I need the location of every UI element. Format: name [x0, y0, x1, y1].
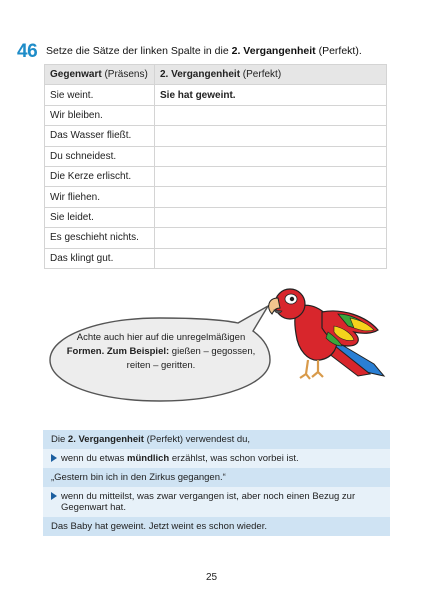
- table-row: [45, 126, 387, 146]
- parrot-illustration: [262, 284, 392, 394]
- info-bullet: wenn du etwas mündlich erzählst, was schon vorbei ist.: [43, 449, 390, 468]
- info-intro: Die 2. Vergangenheit (Perfekt) verwendest du,: [43, 430, 390, 449]
- perfect-answer-cell[interactable]: [155, 126, 387, 146]
- info-example: Das Baby hat geweint. Jetzt weint es schon wieder.: [43, 517, 390, 536]
- perfect-answer-cell: Sie hat geweint.: [155, 85, 387, 105]
- page-number: 25: [205, 572, 218, 583]
- exercise-number: 46: [17, 41, 38, 62]
- info-bullet: wenn du mitteilst, was zwar vergangen ist, aber noch einen Bezug zur Gegenwart hat.: [43, 487, 390, 517]
- bullet-triangle-icon: [51, 454, 57, 462]
- exercise-instruction: Setze die Sätze der linken Spalte in die 2. Vergangenheit (Perfekt).: [46, 45, 362, 57]
- table-row: [45, 85, 387, 105]
- perfect-answer-cell[interactable]: [155, 105, 387, 125]
- perfect-answer-cell[interactable]: [155, 228, 387, 248]
- present-cell: Wir bleiben.: [45, 105, 155, 125]
- perfect-answer-cell[interactable]: [155, 146, 387, 166]
- present-cell: Es geschieht nichts.: [45, 228, 155, 248]
- info-example: „Gestern bin ich in den Zirkus gegangen.“: [43, 468, 390, 487]
- exercise-table: [44, 64, 387, 269]
- present-cell: Sie weint.: [45, 85, 155, 105]
- table-row: [45, 248, 387, 268]
- present-cell: Wir fliehen.: [45, 187, 155, 207]
- table-row: [45, 105, 387, 125]
- perfect-answer-cell[interactable]: [155, 207, 387, 227]
- table-row: [45, 228, 387, 248]
- perfect-answer-cell[interactable]: [155, 248, 387, 268]
- column-header-perfect: 2. Vergangenheit (Perfekt): [155, 65, 387, 85]
- perfect-answer-cell[interactable]: [155, 187, 387, 207]
- perfect-answer-cell[interactable]: [155, 166, 387, 186]
- column-header-present: Gegenwart (Präsens): [45, 65, 155, 85]
- info-box: [43, 430, 390, 536]
- bullet-triangle-icon: [51, 492, 57, 500]
- present-cell: Das klingt gut.: [45, 248, 155, 268]
- table-row: [45, 187, 387, 207]
- bubble-text: Achte auch hier auf die unregelmäßigen Formen. Zum Beispiel: gießen – gegossen, reiten – geritten.: [66, 332, 256, 371]
- table-row: [45, 207, 387, 227]
- present-cell: Das Wasser fließt.: [45, 126, 155, 146]
- present-cell: Sie leidet.: [45, 207, 155, 227]
- present-cell: Die Kerze erlischt.: [45, 166, 155, 186]
- present-cell: Du schneidest.: [45, 146, 155, 166]
- table-row: [45, 166, 387, 186]
- table-row: [45, 146, 387, 166]
